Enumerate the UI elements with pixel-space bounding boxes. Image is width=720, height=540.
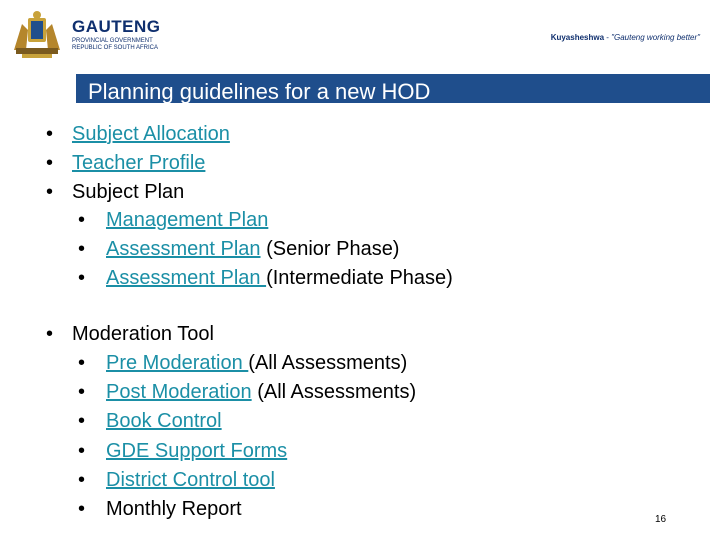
title-bar	[76, 74, 710, 103]
list-item-text: Subject Plan	[72, 181, 185, 203]
list-item-text: (All Assessments)	[248, 352, 408, 374]
slogan-bold: Kuyasheshwa	[550, 33, 605, 42]
bullet-marker: •	[78, 440, 86, 462]
list-item-link[interactable]: Post Moderation	[106, 381, 252, 403]
bullet-marker: •	[46, 152, 54, 174]
list-item-link[interactable]: Management Plan	[106, 209, 269, 231]
list-item	[46, 122, 230, 146]
brand-text	[72, 18, 161, 52]
list-item	[78, 497, 242, 521]
list-item	[78, 351, 407, 375]
slogan	[551, 33, 700, 42]
list-item	[78, 439, 287, 463]
list-item	[78, 237, 399, 261]
list-item-link[interactable]: Assessment Plan	[106, 238, 261, 260]
list-item-link[interactable]: GDE Support Forms	[106, 440, 288, 462]
bullet-marker: •	[78, 352, 86, 374]
list-item-link[interactable]: Book Control	[106, 410, 222, 432]
list-item	[78, 208, 268, 232]
bullet-marker: •	[78, 209, 86, 231]
brand-subtitle-2: REPUBLIC OF SOUTH AFRICA	[72, 45, 159, 51]
bullet-marker: •	[78, 410, 86, 432]
bullet-marker: •	[78, 381, 86, 403]
list-item-text: (Intermediate Phase)	[266, 267, 453, 289]
list-item-link[interactable]: Pre Moderation	[106, 352, 249, 374]
list-item	[78, 409, 222, 433]
bullet-marker: •	[46, 181, 54, 203]
slogan-tagline: "Gauteng working better"	[611, 33, 700, 42]
slide-header	[0, 0, 720, 70]
list-item-text: (Senior Phase)	[260, 238, 400, 260]
slide-title: Planning guidelines for a new HOD	[88, 79, 431, 104]
bullet-marker: •	[46, 123, 54, 145]
brand-subtitle-1: PROVINCIAL GOVERNMENT	[72, 37, 153, 44]
page-number: 16	[655, 514, 667, 525]
bullet-marker: •	[78, 238, 86, 260]
list-item	[46, 180, 184, 204]
bullet-marker: •	[46, 323, 54, 345]
brand-name: GAUTENG	[72, 16, 161, 36]
bullet-marker: •	[78, 469, 86, 491]
gauteng-logo	[8, 10, 161, 60]
list-item-link[interactable]: District Control tool	[106, 469, 275, 491]
list-item	[46, 151, 205, 175]
slogan-separator: -	[604, 33, 612, 42]
list-item-link[interactable]: Subject Allocation	[72, 123, 230, 145]
list-item	[78, 266, 453, 290]
bullet-marker: •	[78, 498, 86, 520]
coat-of-arms-icon	[8, 10, 66, 60]
list-item	[78, 468, 275, 492]
bullet-marker: •	[78, 267, 86, 289]
list-item-text: Moderation Tool	[72, 323, 214, 345]
list-item	[78, 380, 416, 404]
list-item	[46, 322, 214, 346]
list-item-text: (All Assessments)	[251, 381, 417, 403]
list-item-link[interactable]: Teacher Profile	[72, 152, 206, 174]
list-item-text: Monthly Report	[106, 498, 242, 520]
list-item-link[interactable]: Assessment Plan	[106, 267, 267, 289]
